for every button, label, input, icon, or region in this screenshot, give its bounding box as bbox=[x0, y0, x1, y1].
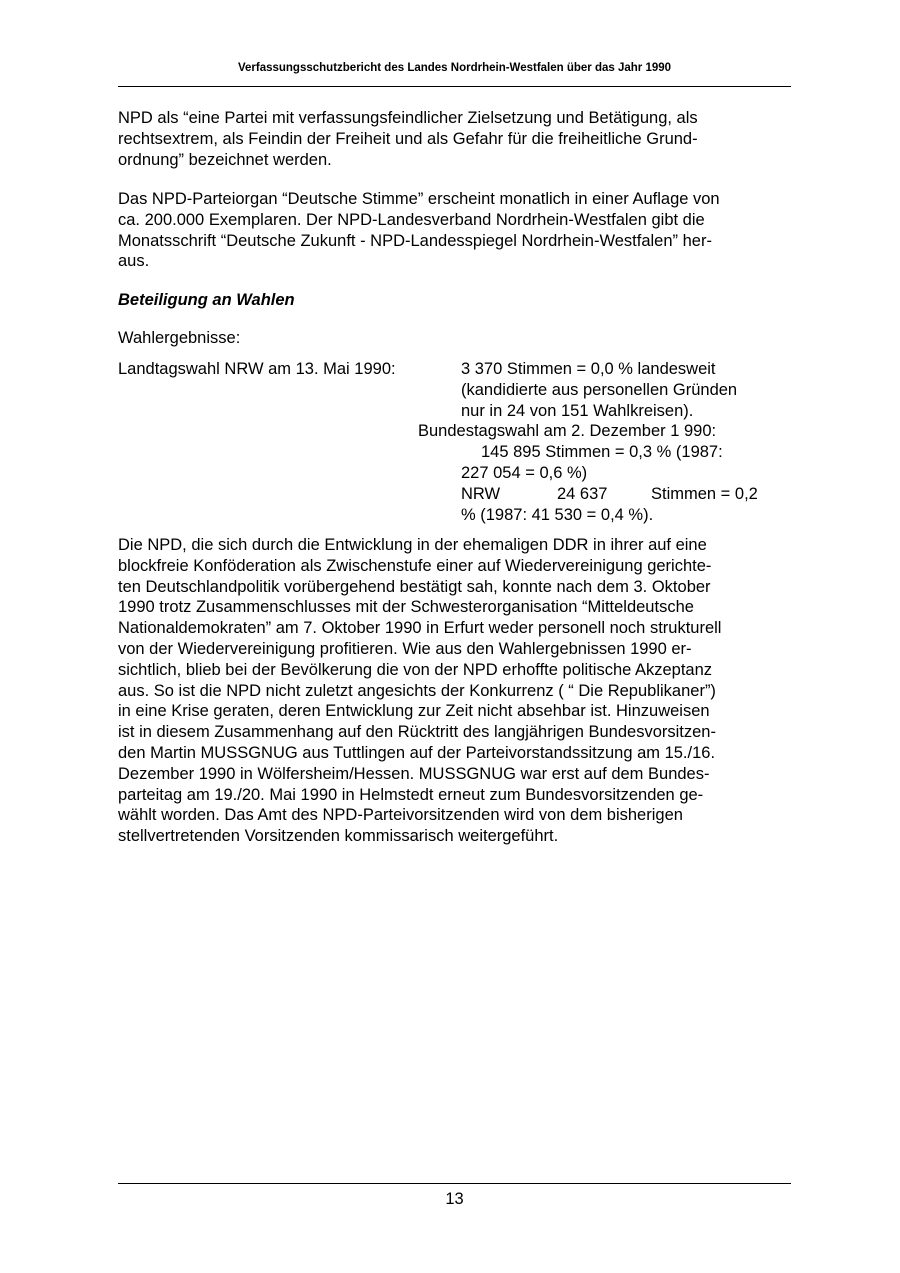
paragraph-1 bbox=[118, 108, 698, 170]
text-line: aus. bbox=[118, 252, 150, 271]
page-header: Verfassungsschutzbericht des Landes Nordrhein-Westfalen über das Jahr 1990 bbox=[237, 62, 672, 74]
header-rule bbox=[118, 86, 791, 87]
nrw-value: 24 637 bbox=[557, 485, 608, 503]
text-line: sichtlich, blieb bei der Bevölkerung die von der NPD erhoffte politische Akzeptanz bbox=[118, 660, 713, 679]
text-line: Monatsschrift “Deutsche Zukunft - NPD-Landesspiegel Nordrhein-Westfalen” her- bbox=[118, 231, 712, 250]
text-line: wählt worden. Das Amt des NPD-Parteivorsitzenden wird von dem bisherigen bbox=[118, 806, 683, 825]
bundestag-line-2: 227 054 = 0,6 %) bbox=[461, 464, 588, 482]
text-line: 3 370 Stimmen = 0,0 % landesweit bbox=[461, 360, 716, 378]
nrw-rest: Stimmen = 0,2 bbox=[651, 485, 758, 503]
text-line: NPD als “eine Partei mit verfassungsfeindlicher Zielsetzung und Betätigung, als bbox=[118, 109, 698, 127]
text-line: Das NPD-Parteiorgan “Deutsche Stimme” erscheint monatlich in einer Auflage von bbox=[118, 190, 720, 208]
text-line: ordnung” bezeichnet werden. bbox=[118, 150, 332, 169]
nrw-continued: % (1987: 41 530 = 0,4 %). bbox=[461, 506, 654, 524]
text-line: rechtsextrem, als Feindin der Freiheit und als Gefahr für die freiheitliche Grund- bbox=[118, 129, 698, 148]
text-line: Dezember 1990 in Wölfersheim/Hessen. MUSSGNUG war erst auf dem Bundes- bbox=[118, 764, 710, 783]
text-line: in eine Krise geraten, deren Entwicklung zur Zeit nicht absehbar ist. Hinzuweisen bbox=[118, 702, 710, 721]
section-heading: Beteiligung an Wahlen bbox=[118, 291, 295, 309]
nrw-label: NRW bbox=[461, 485, 501, 503]
text-line: Nationaldemokraten” am 7. Oktober 1990 in Erfurt weder personell noch strukturell bbox=[118, 619, 722, 638]
text-line: blockfreie Konföderation als Zwischenstufe einer auf Wiedervereinigung gerichte- bbox=[118, 556, 712, 575]
landtag-result bbox=[461, 359, 737, 421]
text-line: den Martin MUSSGNUG aus Tuttlingen auf der Parteivorstandssitzung am 15./16. bbox=[118, 743, 716, 762]
results-label: Wahlergebnisse: bbox=[118, 329, 241, 347]
text-line: 1990 trotz Zusammenschlusses mit der Schwesterorganisation “Mitteldeutsche bbox=[118, 598, 694, 617]
footer-rule bbox=[118, 1183, 791, 1184]
text-line: nur in 24 von 151 Wahlkreisen). bbox=[461, 401, 694, 420]
text-line: parteitag am 19./20. Mai 1990 in Helmstedt erneut zum Bundesvorsitzenden ge- bbox=[118, 785, 704, 804]
paragraph-2 bbox=[118, 189, 720, 272]
text-line: aus. So ist die NPD nicht zuletzt angesichts der Konkurrenz ( “ Die Republikaner”) bbox=[118, 681, 716, 700]
text-line: Die NPD, die sich durch die Entwicklung in der ehemaligen DDR in ihrer auf eine bbox=[118, 536, 707, 554]
text-line: von der Wiedervereinigung profitieren. Wie aus den Wahlergebnissen 1990 er- bbox=[118, 639, 692, 658]
bundestag-label: Bundestagswahl am 2. Dezember 1 990: bbox=[418, 422, 717, 440]
text-line: ten Deutschlandpolitik vorübergehend bestätigt sah, konnte nach dem 3. Oktober bbox=[118, 577, 711, 596]
page-number: 13 bbox=[445, 1190, 464, 1208]
text-line: ist in diesem Zusammenhang auf den Rücktritt des langjährigen Bundesvorsitzen- bbox=[118, 723, 716, 742]
text-line: stellvertretenden Vorsitzenden kommissarisch weitergeführt. bbox=[118, 827, 559, 846]
landtag-label: Landtagswahl NRW am 13. Mai 1990: bbox=[118, 360, 396, 378]
bundestag-line-1: 145 895 Stimmen = 0,3 % (1987: bbox=[481, 443, 723, 461]
text-line: (kandidierte aus personellen Gründen bbox=[461, 380, 738, 399]
text-line: ca. 200.000 Exemplaren. Der NPD-Landesverband Nordrhein-Westfalen gibt die bbox=[118, 210, 705, 229]
paragraph-3 bbox=[118, 535, 721, 847]
